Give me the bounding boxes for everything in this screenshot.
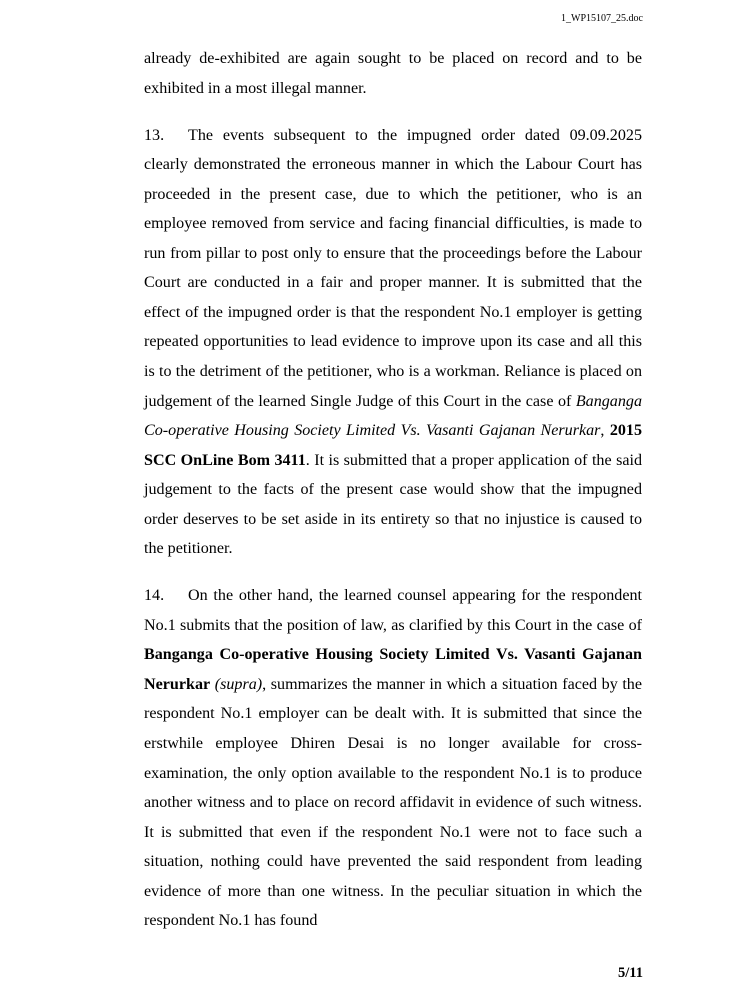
paragraph-13 bbox=[144, 121, 642, 564]
paragraph-14 bbox=[144, 581, 642, 936]
paragraph-text: , summarizes the manner in which a situation faced by the respondent No.1 employer can be dealt with. It is submitted that since the erstwhile employee Dhiren Desai is no longer available for cross-examination, the only option available to the respondent No.1 is to produce another witness and to place on record affidavit in evidence of such witness. It is submitted that even if the respondent No.1 were not to face such a situation, nothing could have prevented the said respondent from leading evidence of more than one witness. In the peculiar situation in which the respondent No.1 has found bbox=[144, 675, 642, 930]
paragraph-continuation bbox=[144, 44, 642, 103]
punctuation: , bbox=[600, 422, 610, 440]
case-citation-italic: Banganga Co-operative Housing Society Limited Vs. Vasanti Gajanan Nerurkar bbox=[144, 392, 642, 440]
case-name-bold: Banganga Co-operative Housing Society Limited Vs. Vasanti Gajanan Nerurkar bbox=[144, 646, 642, 693]
document-body bbox=[144, 44, 642, 953]
paragraph-number: 14. bbox=[144, 587, 165, 605]
paragraph-text: . It is submitted that a proper application of the said judgement to the facts of the present case would show that the impugned order deserves to be set aside in its entirety so that no injustice is caused to the petitioner. bbox=[144, 451, 642, 558]
paragraph-text: already de-exhibited are again sought to be placed on record and to be exhibited in a most illegal manner. bbox=[144, 50, 642, 97]
paragraph-text: On the other hand, the learned counsel appearing for the respondent No.1 submits that the position of law, as clarified by this Court in the case of bbox=[144, 587, 642, 634]
document-id: 1_WP15107_25.doc bbox=[561, 13, 643, 24]
paragraph-number: 13. bbox=[144, 126, 165, 144]
page-number: 5/11 bbox=[618, 965, 643, 981]
paragraph-text: The events subsequent to the impugned order dated 09.09.2025 clearly demonstrated the erroneous manner in which the Labour Court has proceeded in the present case, due to which the petitioner, who is an employee removed from service and facing financial difficulties, is made to run from pillar to post only to ensure that the proceedings before the Labour Court are conducted in a fair and proper manner. It is submitted that the effect of the impugned order is that the respondent No.1 employer is getting repeated opportunities to lead evidence to improve upon its case and all this is to the detriment of the petitioner, who is a workman. Reliance is placed on judgement of the learned Single Judge of this Court in the case of bbox=[144, 126, 642, 410]
case-reporter-citation: 2015 SCC OnLine Bom 3411 bbox=[144, 422, 642, 469]
supra-reference: (supra) bbox=[214, 675, 263, 693]
